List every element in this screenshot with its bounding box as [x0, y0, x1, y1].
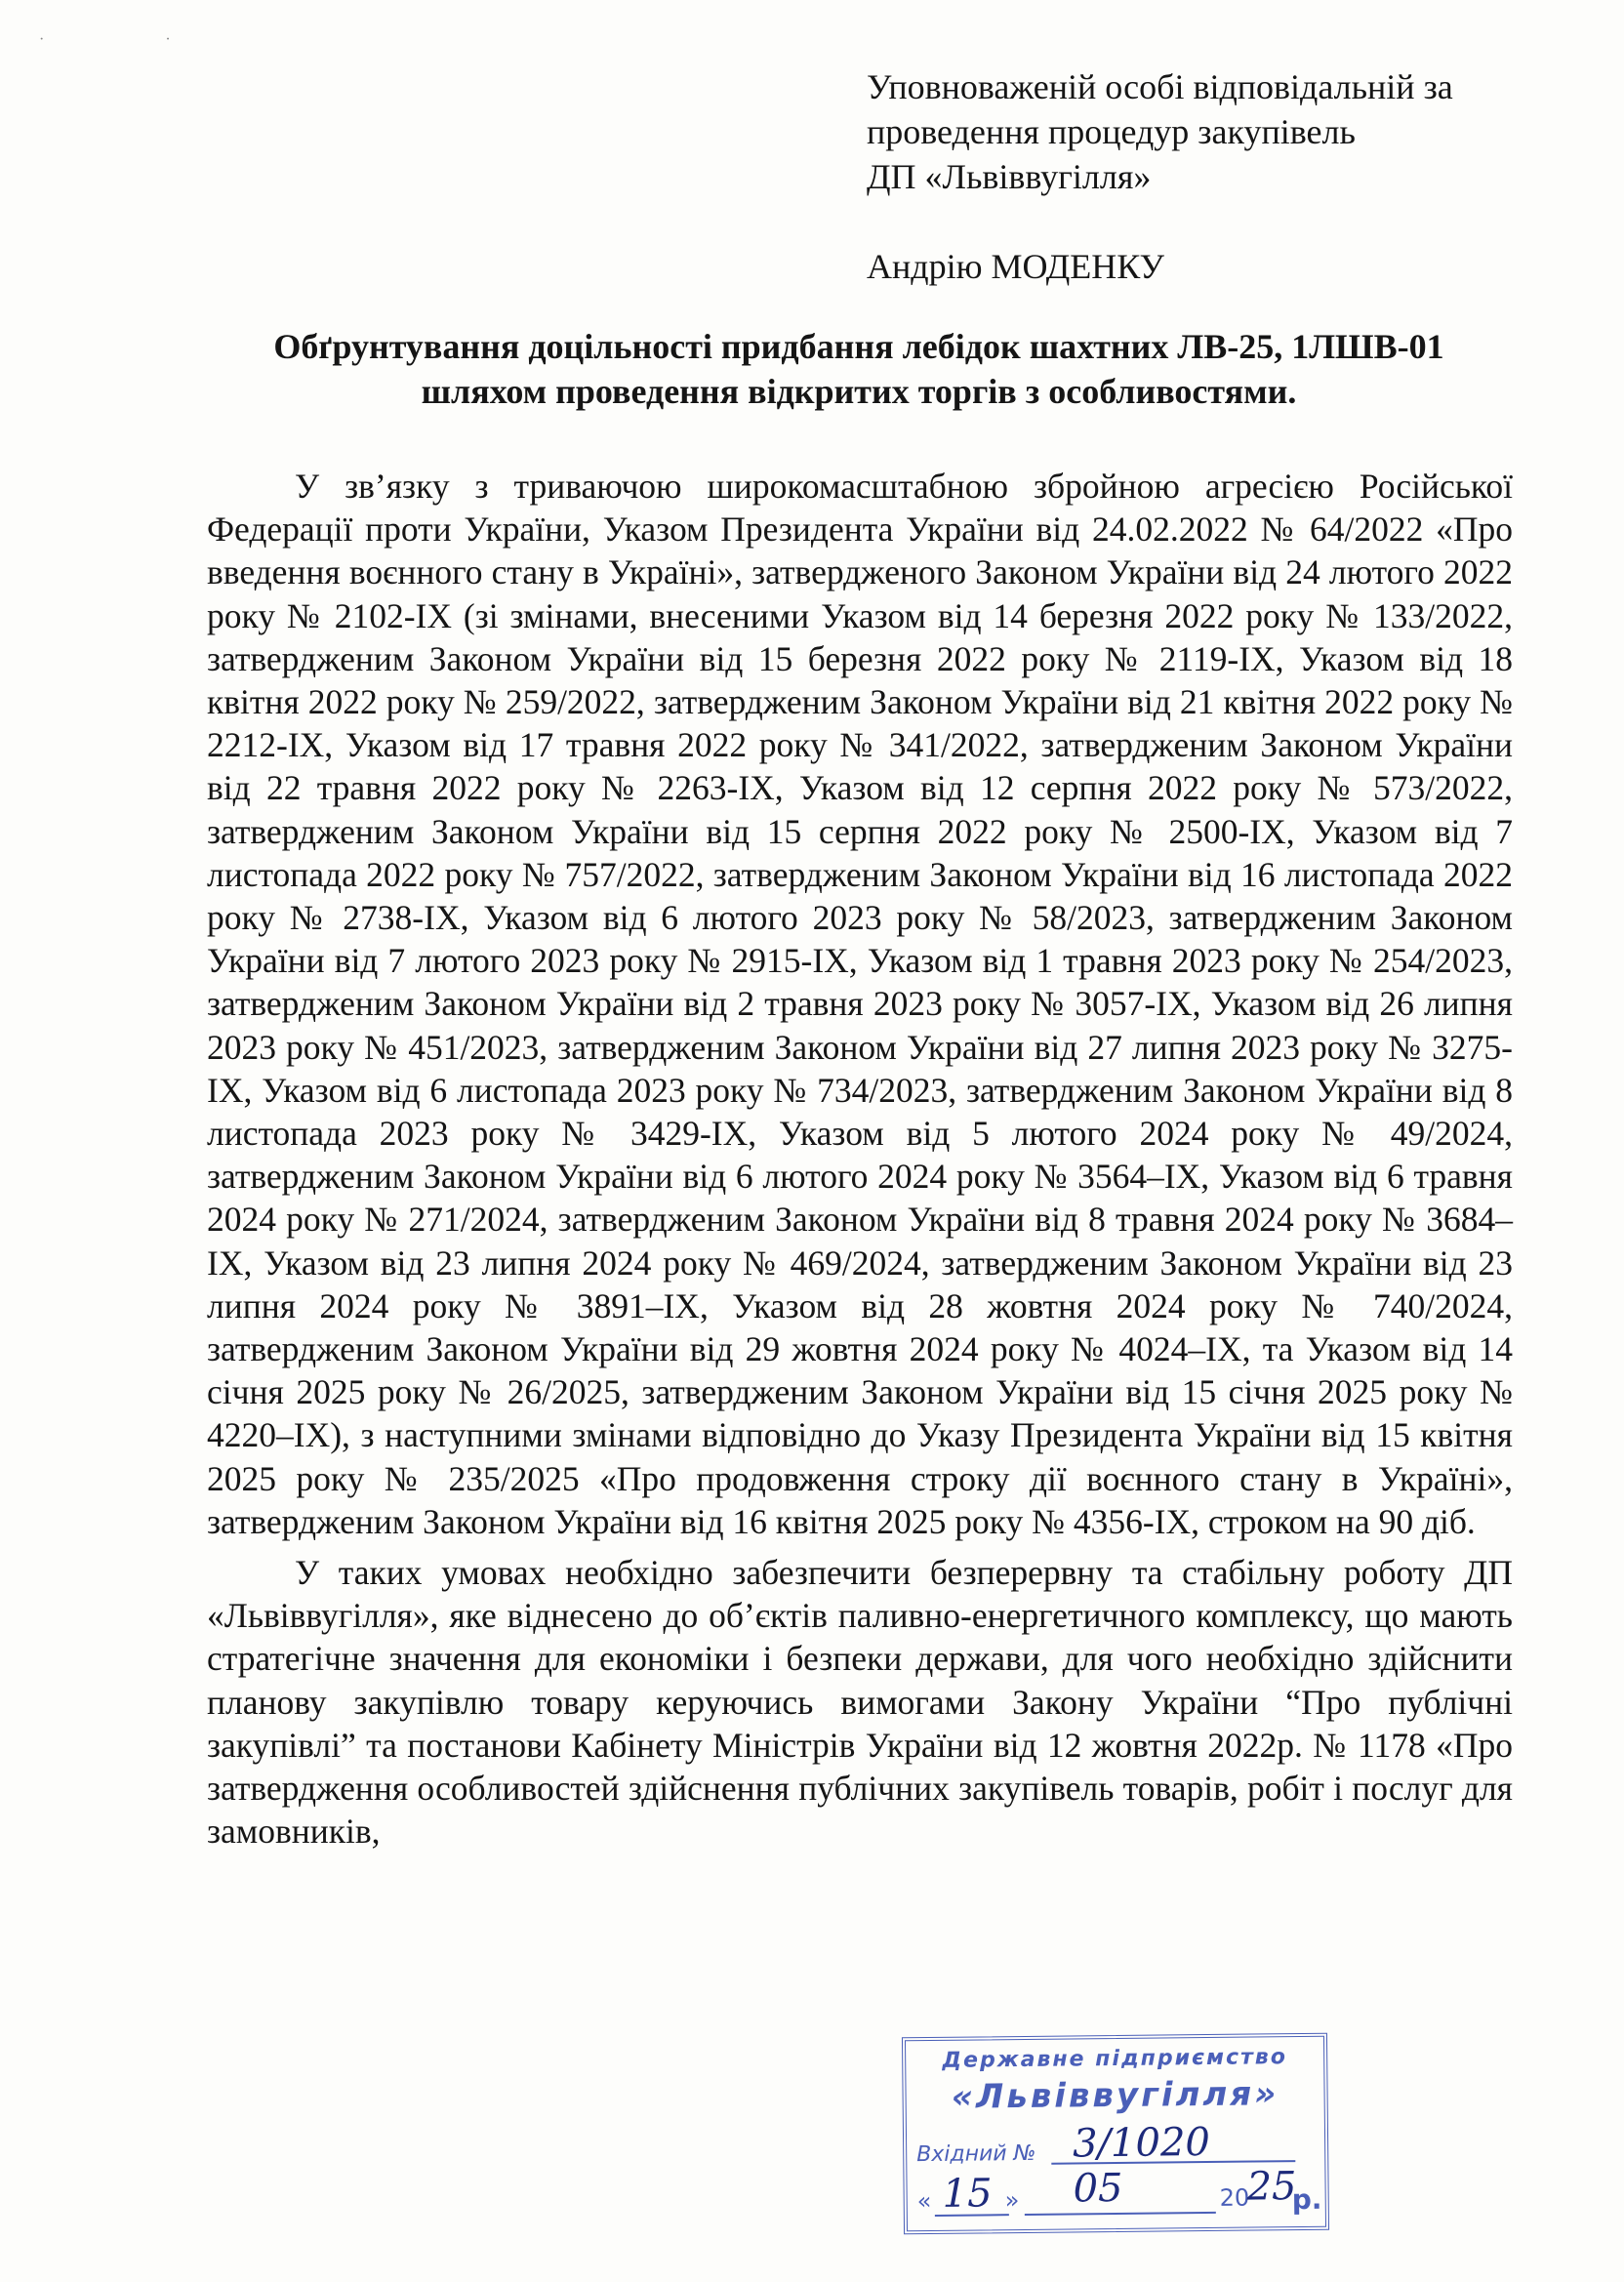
- scan-artifacts: · ·: [39, 31, 229, 48]
- body-paragraph-1: У зв’язку з триваючою широкомасштабною збройною агресією Російської Федерації проти України, Указом Президента України від 24.02.2022 № 64/2022 «Про введення воєнного стану в Україні», затвердженого Законом України від 24 лютого 2022 року № 2102-IX (зі змінами, внесеними Указом від 14 березня 2022 року № 133/2022, затвердженим Законом України від 15 березня 2022 року № 2119-IX, Указом від 18 квітня 2022 року № 259/2022, затвердженим Законом України від 21 квітня 2022 року № 2212-IX, Указом від 17 травня 2022 року № 341/2022, затвердженим Законом України від 22 травня 2022 року № 2263-IX, Указом від 12 серпня 2022 року № 573/2022, затвердженим Законом України від 15 серпня 2022 року № 2500-IX, Указом від 7 листопада 2022 року № 757/2022, затвердженим Законом України від 16 листопада 2022 року № 2738-IX, Указом від 6 лютого 2023 року № 58/2023, затвердженим Законом України від 7 лютого 2023 року № 2915-IX, Указом від 1 травня 2023 року № 254/2023, затвердженим Законом України від 2 травня 2023 року № 3057-IX, Указом від 26 липня 2023 року № 451/2023, затвердженим Законом України від 27 липня 2023 року № 3275-IX, Указом від 6 листопада 2023 року № 734/2023, затвердженим Законом України від 8 листопада 2023 року № 3429-IX, Указом від 5 лютого 2024 року № 49/2024, затвердженим Законом України від 6 лютого 2024 року № 3564–IX, Указом від 6 травня 2024 року № 271/2024, затвердженим Законом України від 8 травня 2024 року № 3684–IX, Указом від 23 липня 2024 року № 469/2024, затвердженим Законом України від 23 липня 2024 року № 3891–IX, Указом від 28 жовтня 2024 року № 740/2024, затвердженим Законом України від 29 жовтня 2024 року № 4024–IX, та Указом від 14 січня 2025 року № 26/2025, затвердженим Законом України від 15 січня 2025 року № 4220–IX), з наступними змінами відповідно до Указу Президента України від 15 квітня 2025 року № 235/2025 «Про продовження строку дії воєнного стану в Україні», затвердженим Законом України від 16 квітня 2025 року № 4356-IX, строком на 90 діб.: [207, 467, 1513, 1541]
- stamp-date-month-underline: [1025, 2212, 1216, 2216]
- title-line-1: Обґрунтування доцільності придбання лебідок шахтних ЛВ-25, 1ЛШВ-01: [273, 327, 1444, 366]
- addressee-line-2: проведення процедур закупівель: [867, 112, 1356, 151]
- stamp-org-line-1: Державне підприємство: [942, 2045, 1288, 2073]
- stamp-org-line-2: «Львіввугілля»: [951, 2074, 1279, 2117]
- addressee-line-1: Уповноваженій особі відповідальній за: [867, 67, 1453, 106]
- body-paragraph-2: У таких умовах необхідно забезпечити безперервну та стабільну роботу ДП «Львіввугілля», яке віднесено до об’єктів паливно-енергетичного комплексу, що мають стратегічне значення для економіки і безпеки держави, для чого необхідно здійснити планову закупівлю товару керуючись вимогами Закону України “Про публічні закупівлі” та постанови Кабінету Міністрів України від 12 жовтня 2022р. № 1178 «Про затвердження особливостей здійснення публічних закупівель товарів, робіт і послуг для замовників,: [207, 1553, 1513, 1852]
- addressee-name: Андрію МОДЕНКУ: [867, 247, 1165, 286]
- stamp-date-year: 25: [1246, 2164, 1297, 2210]
- addressee-block: [867, 64, 1550, 289]
- stamp-date-open-quote: «: [916, 2186, 932, 2216]
- document-body: [207, 465, 1513, 1861]
- stamp-date-day-underline: [935, 2214, 1009, 2217]
- stamp-date-day: 15: [942, 2171, 993, 2217]
- stamp-date-suffix: р.: [1291, 2182, 1322, 2217]
- title-line-2: шляхом проведення відкритих торгів з особливостями.: [421, 372, 1297, 411]
- registration-stamp: [902, 2033, 1329, 2235]
- stamp-incoming-number: 3/1020: [1072, 2119, 1211, 2167]
- stamp-incoming-label: Вхідний №: [916, 2140, 1036, 2168]
- stamp-date-month: 05: [1073, 2165, 1123, 2212]
- stamp-date-close-quote: »: [1004, 2186, 1020, 2215]
- addressee-line-3: ДП «Львіввугілля»: [867, 157, 1152, 196]
- stamp-date-year-prefix: 20: [1219, 2183, 1250, 2212]
- document-title: [195, 324, 1522, 414]
